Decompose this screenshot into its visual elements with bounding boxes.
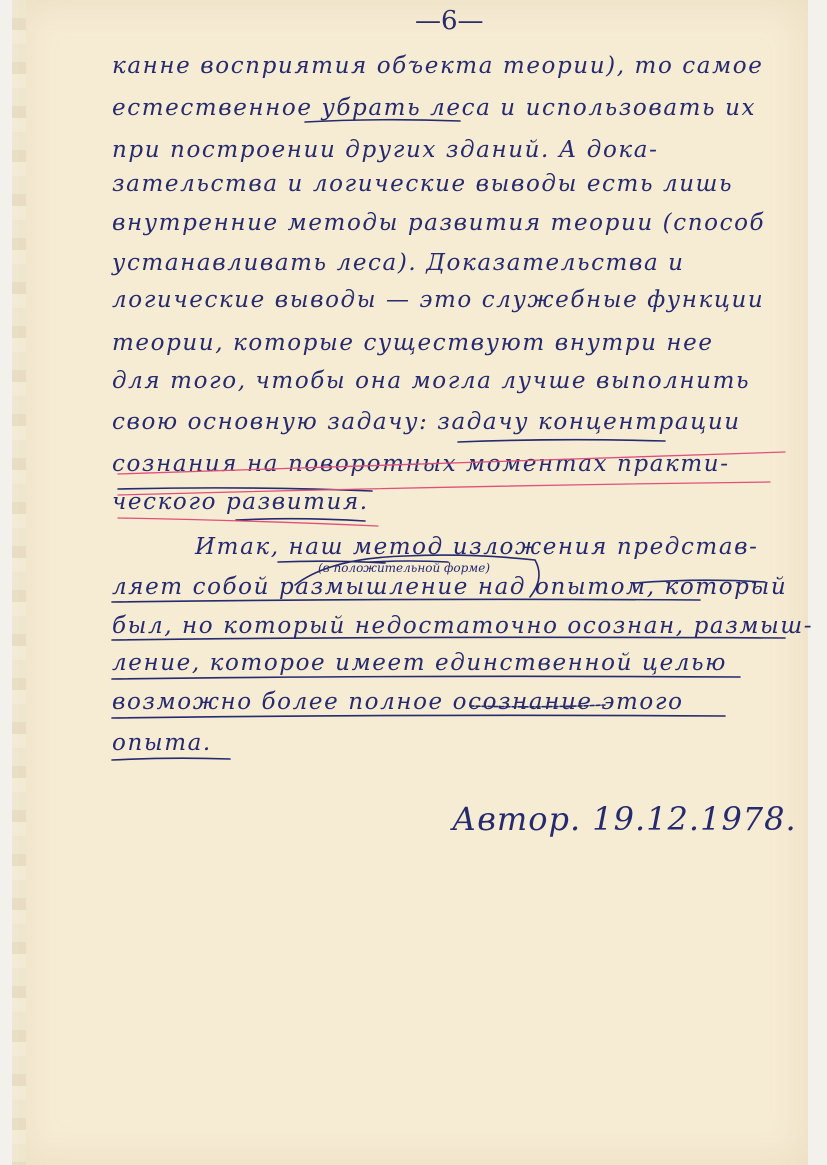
text-line-11: сознания на поворотных моментах практи- bbox=[112, 451, 730, 477]
text-line-16: ление, которое имеет единственной целью bbox=[112, 650, 727, 676]
text-line-14: ляет собой размышление над опытом, который bbox=[112, 574, 788, 600]
text-line-6: устанавливать леса). Доказательства и bbox=[112, 250, 685, 276]
text-line-17: возможно более полное осознание этого bbox=[112, 689, 684, 715]
text-line-18: опыта. bbox=[112, 730, 212, 756]
page-number: —6— bbox=[415, 6, 484, 36]
interlinear-insertion: (в положительной форме) bbox=[318, 561, 491, 575]
author-signature-date: Автор. 19.12.1978. bbox=[452, 800, 797, 838]
text-line-9: для того, чтобы она могла лучше выполнить bbox=[112, 368, 751, 394]
text-line-1: канне восприятия объекта теории), то самое bbox=[112, 53, 764, 79]
text-line-15: был, но который недостаточно осознан, размыш- bbox=[112, 613, 814, 639]
text-line-3: при построении других зданий. А дока- bbox=[112, 137, 659, 163]
text-line-5: внутренние методы развития теории (способ bbox=[112, 210, 766, 236]
text-line-10: свою основную задачу: задачу концентрации bbox=[112, 409, 741, 435]
text-line-13: Итак, наш метод изложения представ- bbox=[195, 534, 759, 560]
text-line-7: логические выводы — это служебные функции bbox=[112, 287, 765, 313]
text-line-8: теории, которые существуют внутри нее bbox=[112, 330, 714, 356]
text-line-2: естественное убрать леса и использовать их bbox=[112, 95, 757, 121]
text-line-12: ческого развития. bbox=[112, 489, 369, 515]
text-line-4: зательства и логические выводы есть лишь bbox=[112, 171, 734, 197]
